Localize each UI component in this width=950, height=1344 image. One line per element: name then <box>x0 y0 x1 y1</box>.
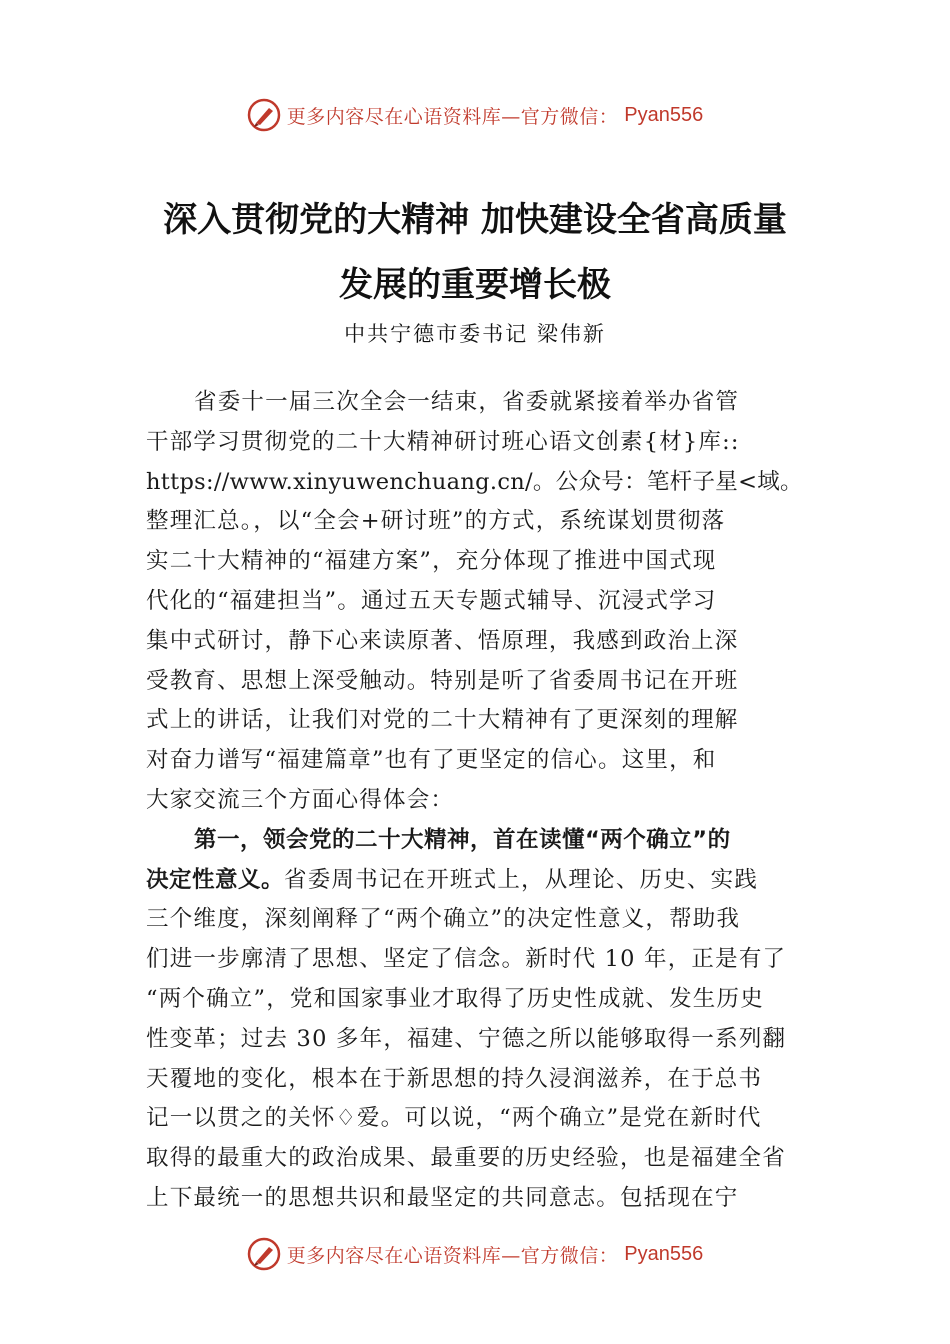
paragraph-line: 们进一步廓清了思想、坚定了信念。新时代 10 年，正是有了 <box>146 946 787 973</box>
paragraph-line: 天覆地的变化，根本在于新思想的持久浸润滋养，在于总书 <box>146 1065 763 1092</box>
paragraph-line: “两个确立”，党和国家事业才取得了历史性成就、发生历史 <box>146 985 764 1012</box>
watermark-text: 更多内容尽在心语资料库—官方微信： <box>286 1244 619 1267</box>
paragraph-line: 记一以贯之的关怀♢爱。可以说，“两个确立”是党在新时代 <box>146 1105 762 1132</box>
section-heading: 第一，领会党的二十大精神，首在读懂“两个确立”的 <box>194 826 731 853</box>
author-byline: 中共宁德市委书记 梁伟新 <box>344 322 606 346</box>
watermark-banner-bottom <box>0 1234 950 1274</box>
paragraph-line: 上下最统一的思想共识和最坚定的共同意志。包括现在宁 <box>146 1184 739 1211</box>
page-title-line-2: 发展的重要增长极 <box>339 265 611 305</box>
article-body <box>146 383 810 1219</box>
paragraph-line: 对奋力谱写“福建篇章”也有了更坚定的信心。这里，和 <box>146 747 717 774</box>
paragraph-line: 取得的最重大的政治成果、最重要的历史经验，也是福建全省 <box>146 1145 786 1172</box>
paragraph-line: 大家交流三个方面心得体会： <box>146 786 455 813</box>
page-title-line-1: 深入贯彻党的大精神 加快建设全省高质量 <box>163 200 787 240</box>
pen-logo-icon <box>247 98 281 132</box>
paragraph-line: 实二十大精神的“福建方案”，充分体现了推进中国式现 <box>146 548 717 575</box>
paragraph-line: 干部学习贯彻党的二十大精神研讨班心语文创素{材}库:: <box>146 428 740 455</box>
paragraph-line: 整理汇总。，以“全会+研讨班”的方式，系统谋划贯彻落 <box>146 508 726 535</box>
paragraph-line <box>146 861 810 901</box>
pen-logo-icon <box>247 1237 281 1271</box>
paragraph-line: https://www.xinyuwenchuang.cn/。公众号：笔杆子星<域。 <box>146 468 803 495</box>
paragraph-line: 集中式研讨，静下心来读原著、悟原理，我感到政治上深 <box>146 627 739 654</box>
paragraph-line: 省委十一届三次全会一结束，省委就紧接着举办省管 <box>194 389 740 415</box>
paragraph-line: 性变革；过去 30 多年，福建、宁德之所以能够取得一系列翻 <box>146 1025 787 1052</box>
section-heading-end: 决定性意义。 <box>146 866 285 893</box>
paragraph-text: 省委周书记在开班式上，从理论、历史、实践 <box>284 866 759 893</box>
watermark-id: Pyan556 <box>624 1242 704 1265</box>
paragraph-line: 代化的“福建担当”。通过五天专题式辅导、沉浸式学习 <box>146 587 717 614</box>
paragraph-line: 受教育、思想上深受触动。特别是听了省委周书记在开班 <box>146 667 739 694</box>
watermark-id: Pyan556 <box>624 103 704 126</box>
paragraph-line: 三个维度，深刻阐释了“两个确立”的决定性意义，帮助我 <box>146 906 741 933</box>
watermark-banner-top <box>0 95 950 135</box>
paragraph-line: 式上的讲话，让我们对党的二十大精神有了更深刻的理解 <box>146 707 739 734</box>
watermark-text: 更多内容尽在心语资料库—官方微信： <box>286 105 619 128</box>
